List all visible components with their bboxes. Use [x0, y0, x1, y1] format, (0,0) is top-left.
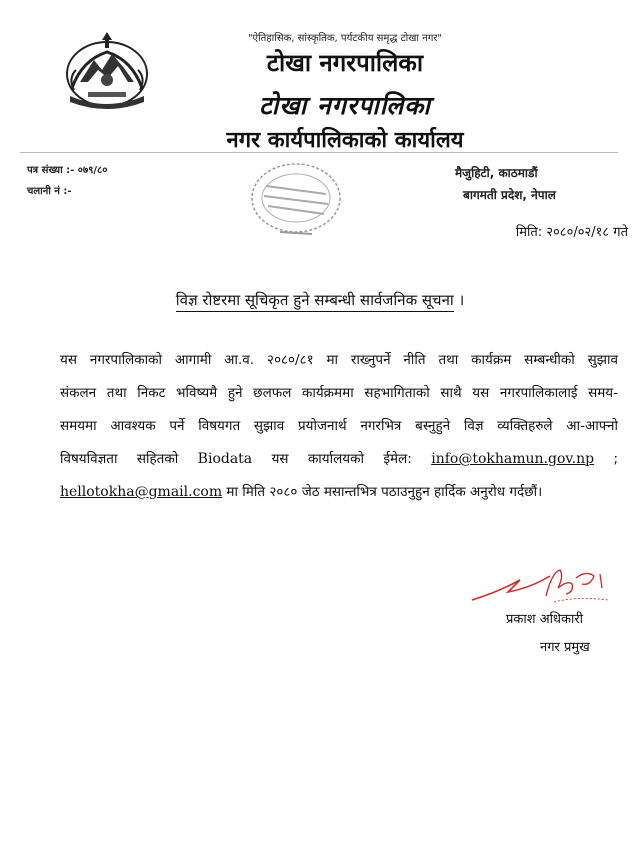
ref-number: पत्र संख्या :- ०७९/८० — [27, 165, 108, 176]
notice-subject-text: विज्ञ रोष्टरमा सूचिकृत हुने सम्बन्धी सार्वजनिक सूचना — [176, 291, 454, 312]
office-stamp-icon — [236, 158, 356, 242]
body-line-5 — [60, 476, 618, 509]
notice-subject — [130, 290, 510, 310]
body-line-4 — [60, 443, 618, 476]
body-line-2: संकलन तथा निकट भविष्यमै हुने छलफल कार्यक्रममा सहभागिताको साथै यस नगरपालिकालाई समय- — [60, 385, 618, 401]
email-separator: ; — [613, 451, 619, 467]
body-line-5-text: मा मिति २०८० जेठ मसान्तभित्र पठाउनुहुन हार्दिक अनुरोध गर्दछौं। — [226, 484, 543, 500]
dispatch-number: चलानी नं :- — [27, 186, 72, 197]
notice-subject-terminator: । — [458, 291, 465, 309]
motto: "ऐतिहासिक, सांस्कृतिक, पर्यटकीय समृद्ध टोखा नगर" — [247, 33, 443, 44]
signatory-name: प्रकाश अधिकारी — [506, 612, 584, 627]
body-line-4-text-a: विषयविज्ञता सहितको — [60, 451, 179, 467]
signature-icon — [468, 566, 618, 612]
office-title: नगर कार्यपालिकाको कार्यालय — [226, 128, 464, 153]
nepal-government-emblem-icon — [58, 30, 156, 110]
org-name-calligraphy: टोखा नगरपालिका — [259, 91, 431, 120]
notice-body — [60, 344, 618, 509]
header-divider — [20, 152, 618, 153]
issue-date: मिति: २०८०/०२/१८ गते — [515, 225, 628, 240]
signatory-title: नगर प्रमुख — [540, 640, 590, 655]
body-line-3: समयमा आवश्यक पर्ने विषयगत सुझाव प्रयोजनार्थ नगरभित्र बस्नुहुने विज्ञ व्यक्तिहरुले आ-आफ्नो — [60, 418, 618, 434]
office-email-link[interactable]: info@tokhamun.gov.np — [431, 451, 595, 467]
biodata-term: Biodata — [197, 451, 253, 467]
address-line-1: मैजुहिटी, काठमाडौं — [455, 166, 538, 180]
body-line-4-text-c: यस कार्यालयको ईमेल: — [271, 451, 412, 467]
org-name: टोखा नगरपालिका — [266, 49, 424, 77]
address-line-2: बागमती प्रदेश, नेपाल — [463, 188, 556, 202]
hellotokha-email-link[interactable]: hellotokha@gmail.com — [60, 484, 223, 500]
body-line-1: यस नगरपालिकाको आगामी आ.व. २०८०/८१ मा राख्नुपर्ने नीति तथा कार्यक्रम सम्बन्धीको सुझाव — [60, 352, 618, 368]
